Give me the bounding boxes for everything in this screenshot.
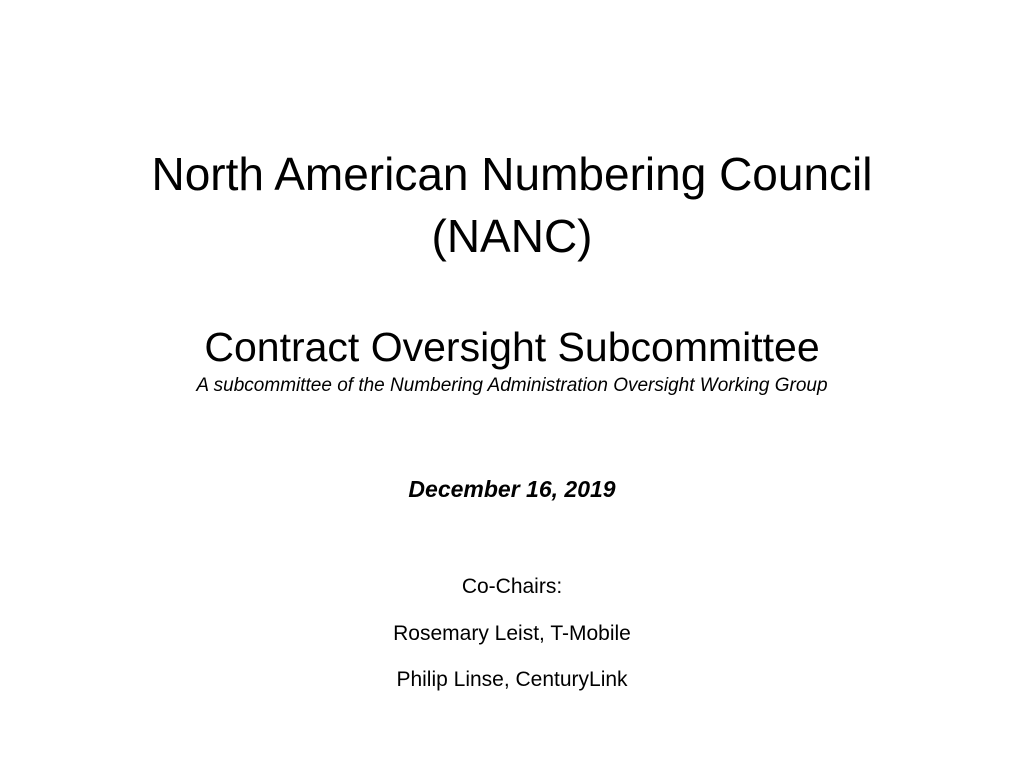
meeting-date: December 16, 2019 [408, 476, 616, 502]
cochair-name: Rosemary Leist, T-Mobile [393, 622, 631, 645]
subtitle: Contract Oversight Subcommittee [204, 324, 820, 370]
cochairs-label: Co-Chairs: [461, 575, 563, 598]
title-line-1: North American Numbering Council [151, 148, 873, 200]
subtitle-caption: A subcommittee of the Numbering Administration Oversight Working Group [196, 375, 828, 396]
cochair-name: Philip Linse, CenturyLink [396, 668, 628, 691]
title-line-2: (NANC) [431, 210, 593, 262]
